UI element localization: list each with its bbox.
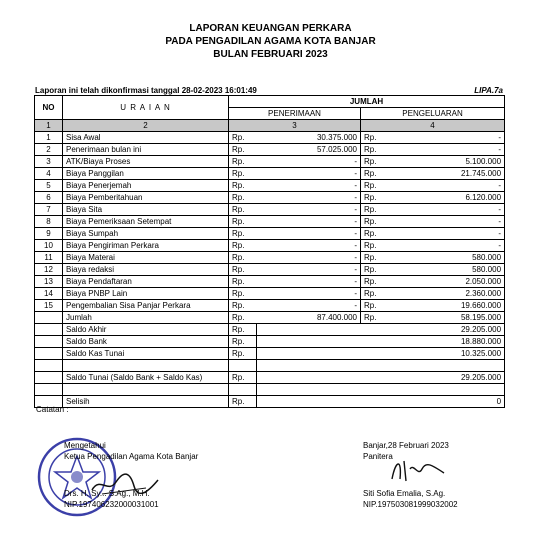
row-label: Biaya PNBP Lain [63,288,229,300]
row-label: Penerimaan bulan ini [63,144,229,156]
report-period: BULAN FEBRUARI 2023 [213,49,328,60]
row-in-currency: Rp. [229,192,257,204]
table-row [35,228,505,240]
table-row [35,168,505,180]
row-in-value: 57.025.000 [257,144,361,156]
right-nip: NIP.197503081999032002 [363,500,458,509]
row-in-currency: Rp. [229,276,257,288]
row-in-currency: Rp. [229,264,257,276]
row-in-currency: Rp. [229,180,257,192]
row-no: 9 [35,228,63,240]
row-no: 5 [35,180,63,192]
row-in-value: - [257,216,361,228]
row-out-currency: Rp. [361,240,391,252]
row-no: 2 [35,144,63,156]
row-label: Biaya Pemeriksaan Setempat [63,216,229,228]
table-row [35,240,505,252]
form-code: LIPA.7a [474,86,503,95]
row-in-currency: Rp. [229,300,257,312]
row-label: Biaya Sumpah [63,228,229,240]
row-in-currency: Rp. [229,228,257,240]
right-signature [388,455,448,485]
row-out-currency: Rp. [361,264,391,276]
row-label: Biaya Pendaftaran [63,276,229,288]
table-row [35,276,505,288]
left-name: Drs. H. Sy... S.Ag., M.H. [64,489,150,498]
saldo-currency: Rp. [229,336,257,348]
table-row [35,144,505,156]
left-nip: NIP.197406232000031001 [64,500,159,509]
row-in-value: - [257,264,361,276]
header-no: NO [35,96,63,120]
table-body [35,132,505,408]
report-title: LAPORAN KEUANGAN PERKARA [189,23,352,34]
confirmation-note: Laporan ini telah dikonfirmasi tanggal 28-02-2023 16:01:49 [35,86,257,95]
row-label: Pengembalian Sisa Panjar Perkara [63,300,229,312]
selisih-label: Selisih [63,396,229,408]
row-label: Sisa Awal [63,132,229,144]
header-penerimaan: PENERIMAAN [229,108,361,120]
row-no: 11 [35,252,63,264]
row-no: 8 [35,216,63,228]
row-out-currency: Rp. [361,276,391,288]
table-row [35,300,505,312]
row-out-value: 19.660.000 [391,300,505,312]
row-out-currency: Rp. [361,180,391,192]
row-label: Biaya Pengiriman Perkara [63,240,229,252]
saldo-tunai-row [35,372,505,384]
row-no: 14 [35,288,63,300]
row-no: 15 [35,300,63,312]
row-out-currency: Rp. [361,216,391,228]
row-out-currency: Rp. [361,168,391,180]
header-jumlah: JUMLAH [229,96,505,108]
left-line1: Mengetahui [64,441,106,450]
total-in-value: 87.400.000 [257,312,361,324]
row-out-value: 2.360.000 [391,288,505,300]
right-role: Panitera [363,452,393,461]
index-2: 2 [63,120,229,132]
left-line2: Ketua Pengadilan Agama Kota Banjar [64,452,199,461]
row-no: 6 [35,192,63,204]
saldo-currency: Rp. [229,324,257,336]
row-out-value: 580.000 [391,264,505,276]
row-out-value: - [391,240,505,252]
row-no: 12 [35,264,63,276]
saldo-row [35,336,505,348]
row-out-currency: Rp. [361,192,391,204]
saldo-value: 10.325.000 [257,348,505,360]
row-in-currency: Rp. [229,204,257,216]
table-row [35,216,505,228]
table-row [35,156,505,168]
table-row [35,288,505,300]
saldo-row [35,324,505,336]
row-out-currency: Rp. [361,204,391,216]
row-label: Biaya Panggilan [63,168,229,180]
row-in-value: - [257,276,361,288]
row-label: Biaya Penerjemah [63,180,229,192]
table-row [35,252,505,264]
row-out-value: 5.100.000 [391,156,505,168]
row-label: Biaya Materai [63,252,229,264]
row-label: Biaya Pemberitahuan [63,192,229,204]
row-out-currency: Rp. [361,300,391,312]
saldo-tunai-label: Saldo Tunai (Saldo Bank + Saldo Kas) [63,372,229,384]
row-label: Biaya Sita [63,204,229,216]
row-out-currency: Rp. [361,144,391,156]
row-out-currency: Rp. [361,132,391,144]
row-no: 3 [35,156,63,168]
header-pengeluaran: PENGELUARAN [361,108,505,120]
index-1: 1 [35,120,63,132]
financial-table [34,95,505,408]
table-row [35,264,505,276]
notes-label: Catatan : [36,405,69,414]
saldo-label: Saldo Bank [63,336,229,348]
row-in-currency: Rp. [229,168,257,180]
row-in-currency: Rp. [229,240,257,252]
row-out-value: - [391,204,505,216]
total-label: Jumlah [63,312,229,324]
row-label: ATK/Biaya Proses [63,156,229,168]
row-no: 1 [35,132,63,144]
saldo-label: Saldo Kas Tunai [63,348,229,360]
total-in-currency: Rp. [229,312,257,324]
left-signature [90,468,160,498]
table-row [35,132,505,144]
selisih-value: 0 [257,396,505,408]
row-no: 7 [35,204,63,216]
row-out-value: - [391,180,505,192]
total-row [35,312,505,324]
row-no: 4 [35,168,63,180]
row-out-value: 21.745.000 [391,168,505,180]
row-out-value: - [391,144,505,156]
index-3: 3 [229,120,361,132]
row-out-value: 2.050.000 [391,276,505,288]
saldo-currency: Rp. [229,348,257,360]
total-out-value: 58.195.000 [391,312,505,324]
row-no: 13 [35,276,63,288]
row-out-value: - [391,216,505,228]
right-date: Banjar,28 Februari 2023 [363,441,449,450]
selisih-row [35,396,505,408]
row-in-value: - [257,204,361,216]
table-row [35,204,505,216]
saldo-tunai-value: 29.205.000 [257,372,505,384]
row-in-currency: Rp. [229,156,257,168]
row-in-currency: Rp. [229,144,257,156]
row-out-currency: Rp. [361,288,391,300]
report-subtitle: PADA PENGADILAN AGAMA KOTA BANJAR [165,36,376,47]
row-in-value: - [257,300,361,312]
row-in-value: - [257,288,361,300]
row-in-value: - [257,252,361,264]
row-in-value: - [257,240,361,252]
row-in-currency: Rp. [229,216,257,228]
row-in-currency: Rp. [229,252,257,264]
right-name: Siti Sofia Emalia, S.Ag. [363,489,446,498]
saldo-value: 29.205.000 [257,324,505,336]
total-out-currency: Rp. [361,312,391,324]
saldo-tunai-currency: Rp. [229,372,257,384]
header-uraian: U R A I A N [63,96,229,120]
saldo-value: 18.880.000 [257,336,505,348]
row-in-value: - [257,168,361,180]
row-in-value: - [257,228,361,240]
saldo-row [35,348,505,360]
saldo-label: Saldo Akhir [63,324,229,336]
row-out-currency: Rp. [361,228,391,240]
table-row [35,192,505,204]
row-label: Biaya redaksi [63,264,229,276]
row-in-currency: Rp. [229,132,257,144]
row-no: 10 [35,240,63,252]
row-in-value: - [257,192,361,204]
row-in-value: - [257,180,361,192]
selisih-currency: Rp. [229,396,257,408]
row-out-value: 580.000 [391,252,505,264]
row-out-value: - [391,228,505,240]
row-out-value: - [391,132,505,144]
row-out-currency: Rp. [361,156,391,168]
row-in-value: - [257,156,361,168]
row-in-value: 30.375.000 [257,132,361,144]
row-out-value: 6.120.000 [391,192,505,204]
row-out-currency: Rp. [361,252,391,264]
index-4: 4 [361,120,505,132]
table-row [35,180,505,192]
row-in-currency: Rp. [229,288,257,300]
